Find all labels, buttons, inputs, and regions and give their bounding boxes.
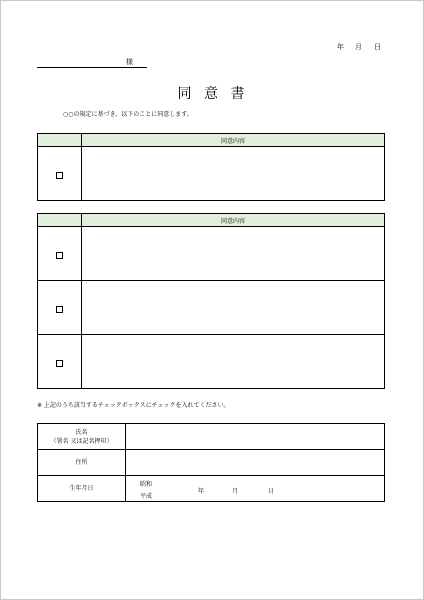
consent-checkbox[interactable] bbox=[56, 252, 63, 259]
name-label-line2: （署名 又は記名押印） bbox=[50, 437, 113, 445]
instruction-note: ※ 上記のうち該当するチェックボックスにチェックを入れてください。 bbox=[37, 402, 230, 409]
addressee-field[interactable] bbox=[37, 58, 147, 68]
consent-header: 同意内容 bbox=[82, 134, 385, 147]
consent-checkbox[interactable] bbox=[56, 360, 63, 367]
consent-table-2 bbox=[37, 213, 385, 389]
dob-label: 生年月日 bbox=[38, 476, 126, 502]
consent-header: 同意内容 bbox=[82, 214, 385, 227]
addressee-suffix: 様 bbox=[126, 58, 133, 66]
table-row bbox=[38, 147, 385, 201]
name-label bbox=[38, 424, 126, 450]
date-year-label: 年 bbox=[337, 43, 344, 51]
table-row bbox=[38, 335, 385, 389]
table-row bbox=[38, 227, 385, 281]
signer-info-table bbox=[37, 423, 385, 502]
era-showa[interactable]: 昭和 bbox=[140, 481, 153, 488]
table-row bbox=[38, 424, 385, 450]
consent-content-cell[interactable] bbox=[82, 147, 385, 201]
checkbox-cell bbox=[38, 281, 82, 335]
consent-content-cell[interactable] bbox=[82, 227, 385, 281]
address-label: 住所 bbox=[38, 450, 126, 476]
name-field[interactable] bbox=[126, 424, 385, 450]
dob-day-unit: 日 bbox=[268, 488, 275, 495]
dob-field[interactable] bbox=[126, 476, 385, 502]
table-row bbox=[38, 450, 385, 476]
address-field[interactable] bbox=[126, 450, 385, 476]
name-label-line1: 氏名 bbox=[75, 428, 88, 436]
table-row bbox=[38, 476, 385, 502]
consent-table-1 bbox=[37, 133, 385, 201]
dob-month-unit: 月 bbox=[232, 488, 239, 495]
consent-checkbox[interactable] bbox=[56, 306, 63, 313]
table-row bbox=[38, 281, 385, 335]
checkbox-cell bbox=[38, 227, 82, 281]
intro-text: ○○の規定に基づき、以下のことに同意します。 bbox=[63, 111, 193, 118]
table-header-blank bbox=[38, 214, 82, 227]
checkbox-cell bbox=[38, 147, 82, 201]
era-heisei[interactable]: 平成 bbox=[140, 493, 153, 500]
date-day-label: 日 bbox=[374, 43, 381, 51]
date-month-label: 月 bbox=[355, 43, 362, 51]
checkbox-cell bbox=[38, 335, 82, 389]
dob-year-unit: 年 bbox=[198, 488, 205, 495]
table-header-blank bbox=[38, 134, 82, 147]
document-title: 同 意 書 bbox=[177, 86, 249, 102]
consent-checkbox[interactable] bbox=[56, 172, 63, 179]
consent-content-cell[interactable] bbox=[82, 335, 385, 389]
consent-content-cell[interactable] bbox=[82, 281, 385, 335]
